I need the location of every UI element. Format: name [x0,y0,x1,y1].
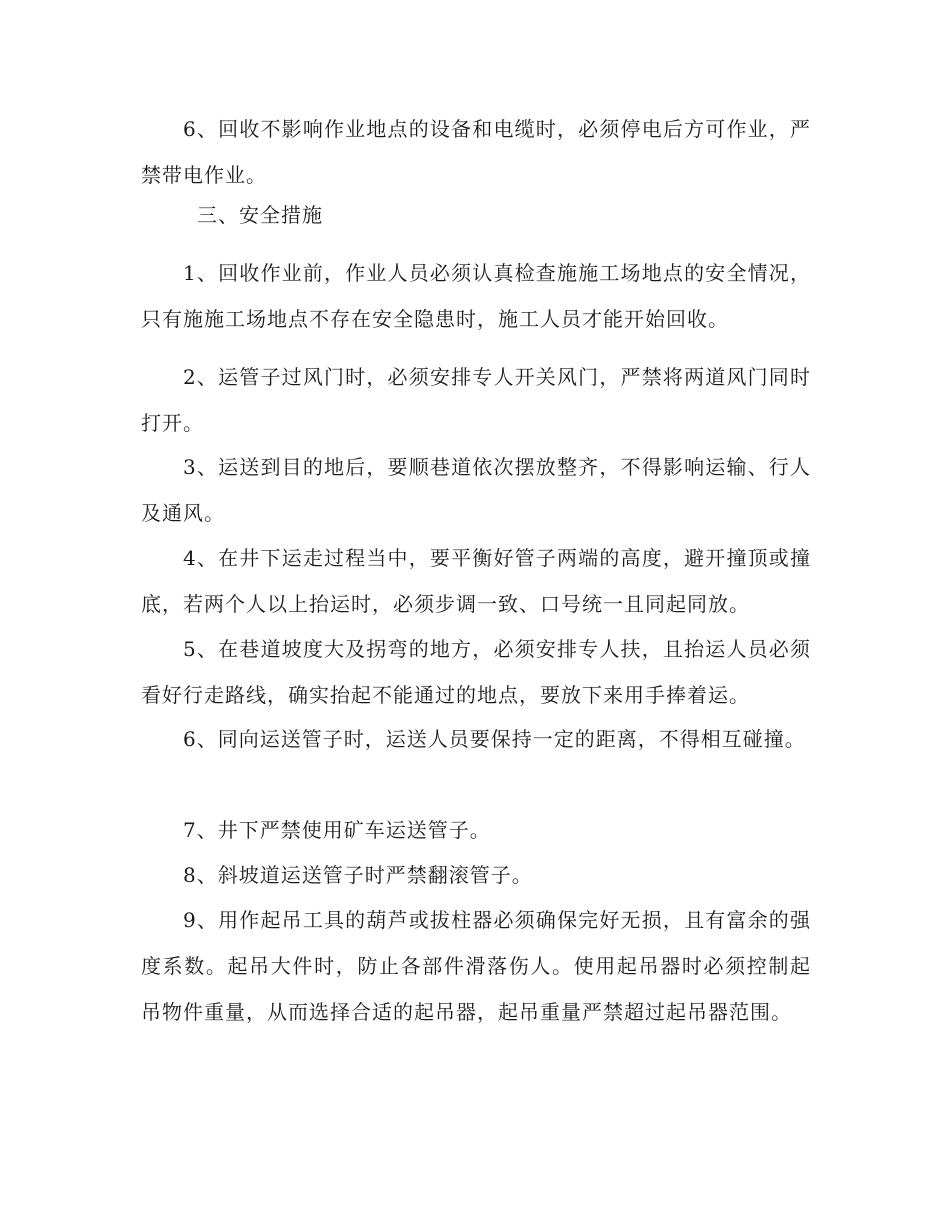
paragraph-item-6-cable: 6、回收不影响作业地点的设备和电缆时，必须停电后方可作业，严禁带电作业。 [141,117,811,187]
paragraph-item-5: 5、在巷道坡度大及拐弯的地方，必须安排专人扶，且抬运人员必须看好行走路线，确实抬起不能通过的地点，要放下来用手捧着运。 [141,637,811,707]
paragraph-item-8: 8、斜坡道运送管子时严禁翻滚管子。 [183,863,533,887]
paragraph-item-9: 9、用作起吊工具的葫芦或拔柱器必须确保完好无损，且有富余的强度系数。起吊大件时，防止各部件滑落伤人。使用起吊器时必须控制起吊物件重量，从而选择合适的起吊器，起吊重量严禁超过起吊器范围。 [141,908,811,1024]
paragraph-item-7: 7、井下严禁使用矿车运送管子。 [183,818,491,842]
paragraph-item-6-transport: 6、同向运送管子时，运送人员要保持一定的距离，不得相互碰撞。 [183,727,806,751]
paragraph-item-4: 4、在井下运走过程当中，要平衡好管子两端的高度，避开撞顶或撞底，若两个人以上抬运时，必须步调一致、口号统一且同起同放。 [141,546,811,616]
section-heading-safety-measures: 三、安全措施 [197,203,323,227]
paragraph-item-2: 2、运管子过风门时，必须安排专人开关风门，严禁将两道风门同时打开。 [141,365,811,435]
paragraph-item-3: 3、运送到目的地后，要顺巷道依次摆放整齐，不得影响运输、行人及通风。 [141,455,811,525]
paragraph-item-1: 1、回收作业前，作业人员必须认真检查施施工场地点的安全情况，只有施施工场地点不存在安全隐患时，施工人员才能开始回收。 [141,261,811,331]
